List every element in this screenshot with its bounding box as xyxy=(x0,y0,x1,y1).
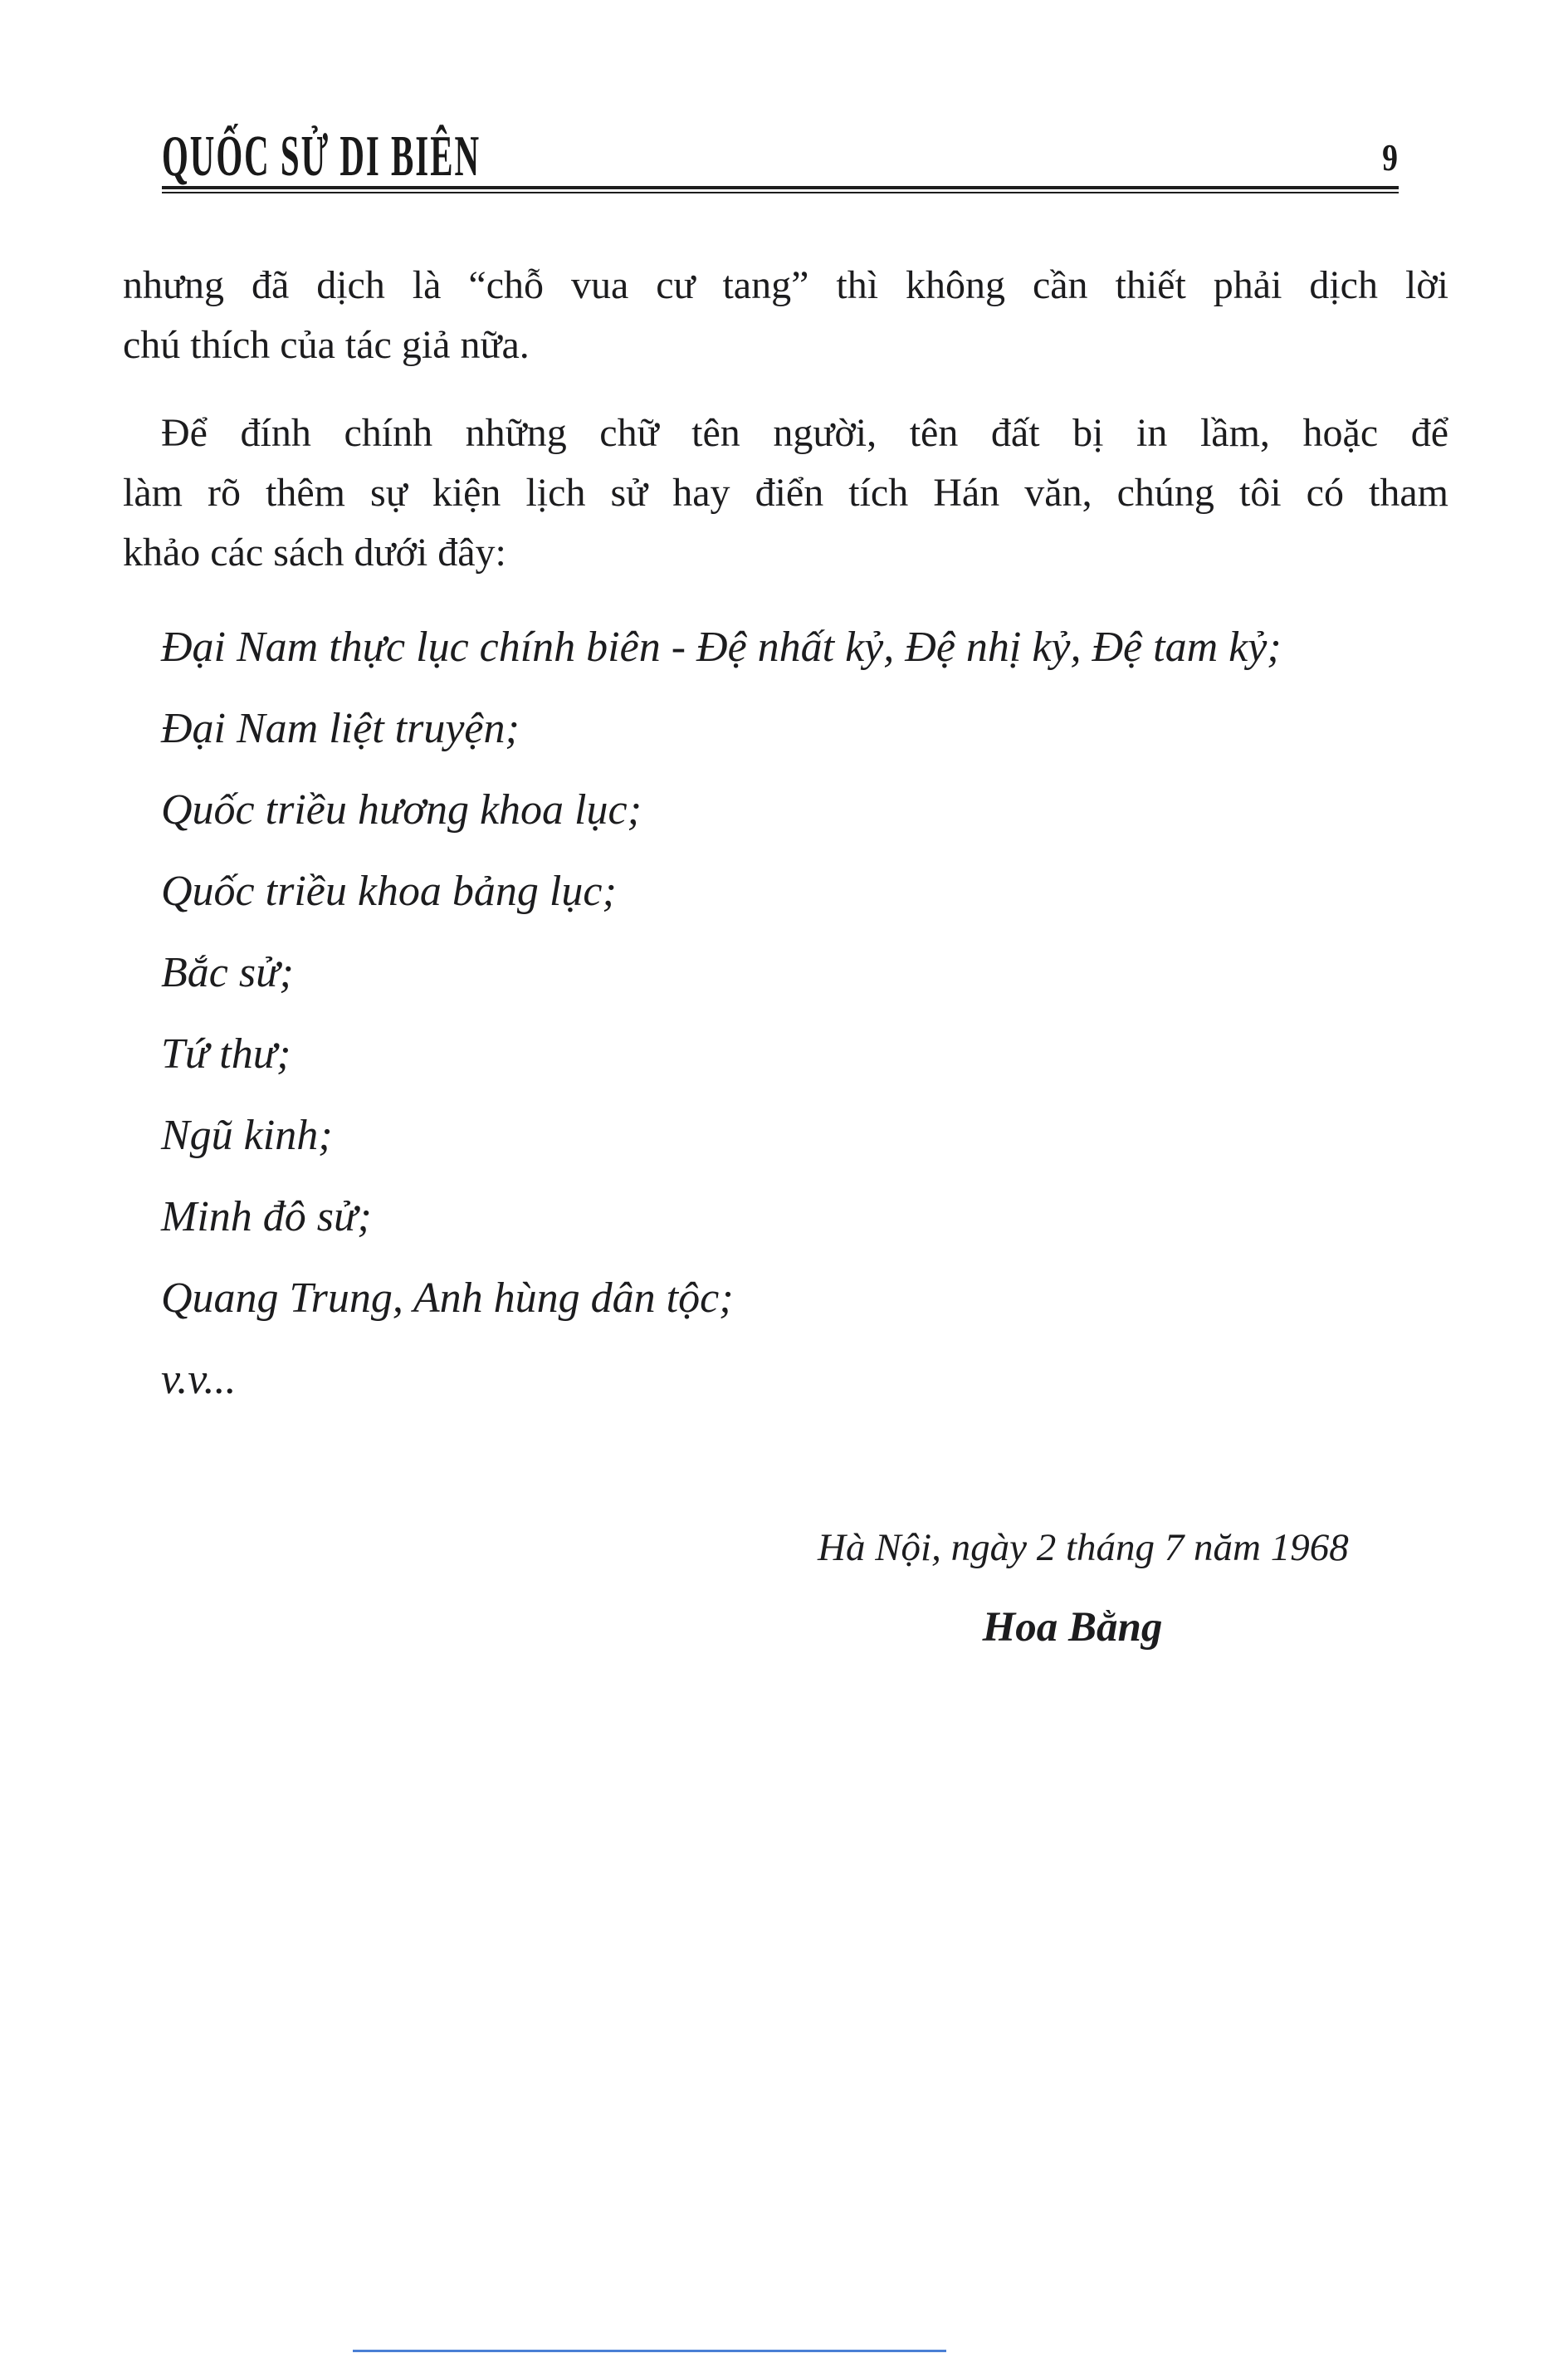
list-item: Ngũ kinh; xyxy=(161,1112,333,1159)
list-item: Đại Nam thực lục chính biên - Đệ nhất kỷ, Đệ nhị kỷ, Đệ tam kỷ; xyxy=(161,624,1282,671)
paragraph xyxy=(123,404,1448,583)
list-item: Quốc triều hương khoa lục; xyxy=(161,786,642,834)
paragraph xyxy=(123,256,1448,375)
running-header-title: QUỐC SỬ DI BIÊN xyxy=(162,125,481,188)
author-signature: Hoa Bằng xyxy=(982,1604,1163,1651)
list-item: Quốc triều khoa bảng lục; xyxy=(161,868,617,915)
header-double-rule xyxy=(162,186,1399,193)
page-number: 9 xyxy=(1382,136,1398,179)
paragraph-line: nhưng đã dịch là “chỗ vua cư tang” thì không cần thiết phải dịch lời xyxy=(123,263,1448,307)
reference-book-list xyxy=(123,626,1448,1402)
paragraph-line: Để đính chính những chữ tên người, tên đất bị in lầm, hoặc để xyxy=(161,411,1448,455)
list-item: Đại Nam liệt truyện; xyxy=(161,705,520,752)
paragraph-line: khảo các sách dưới đây: xyxy=(123,531,506,575)
list-gap xyxy=(123,583,1448,626)
list-item: Tứ thư; xyxy=(161,1030,291,1078)
list-item: Bắc sử; xyxy=(161,949,294,996)
list-item: Quang Trung, Anh hùng dân tộc; xyxy=(161,1274,734,1322)
dateline: Hà Nội, ngày 2 tháng 7 năm 1968 xyxy=(818,1526,1349,1569)
paragraph-gap xyxy=(123,375,1448,404)
paragraph-line: chú thích của tác giả nữa. xyxy=(123,323,530,367)
list-item: v.v... xyxy=(161,1356,237,1403)
list-item: Minh đô sử; xyxy=(161,1193,372,1240)
closing-block xyxy=(818,1526,1349,1651)
paragraph-line: làm rõ thêm sự kiện lịch sử hay điển tích Hán văn, chúng tôi có tham xyxy=(123,471,1448,515)
body-text xyxy=(123,256,1448,1440)
bottom-blue-line xyxy=(353,2350,946,2352)
